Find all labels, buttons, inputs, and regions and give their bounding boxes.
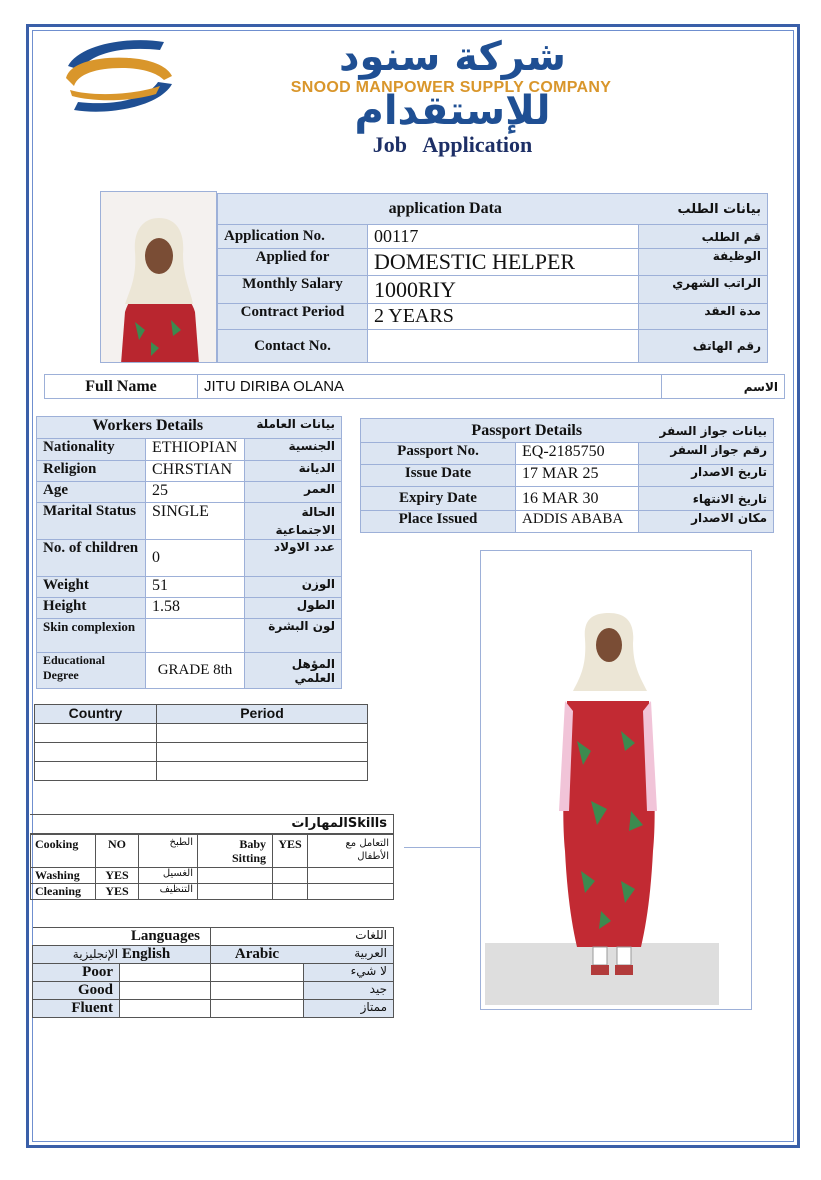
height-label: Height [37, 598, 146, 619]
languages-table [32, 927, 394, 1018]
weight-value: 51 [146, 577, 245, 598]
skills-empty-cell [198, 868, 273, 884]
weight-label-ar: الوزن [245, 577, 342, 598]
skills-empty-cell [308, 884, 394, 900]
passport-no-label: Passport No. [361, 443, 516, 465]
skills-table [30, 834, 394, 900]
education-value: GRADE 8th [146, 653, 245, 689]
height-value: 1.58 [146, 598, 245, 619]
skills-empty-cell [308, 868, 394, 884]
level-cell [120, 964, 211, 982]
full-name-label-ar: الاسم [662, 375, 785, 399]
religion-value: CHRSTIAN [146, 461, 245, 482]
level-cell [120, 982, 211, 1000]
cooking-value: NO [96, 835, 139, 868]
religion-label: Religion [37, 461, 146, 482]
experience-cell [35, 743, 157, 762]
level-fluent-label: Fluent [33, 1000, 120, 1018]
weight-label: Weight [37, 577, 146, 598]
applied-for-value: DOMESTIC HELPER [368, 249, 639, 276]
arabic-header-en: Arabic [211, 946, 304, 964]
expiry-date-label: Expiry Date [361, 487, 516, 511]
english-header [33, 946, 211, 964]
nationality-label-ar: الجنسية [245, 439, 342, 461]
page-title [0, 132, 821, 158]
application-header-en: application Data [218, 194, 639, 225]
level-cell [211, 1000, 304, 1018]
baby-sitting-label-ar: التعامل مع الأطفال [308, 835, 394, 868]
experience-cell [157, 724, 368, 743]
level-cell [211, 982, 304, 1000]
languages-header-ar: اللغات [211, 928, 394, 946]
cleaning-label: Cleaning [31, 884, 96, 900]
full-name-value: JITU DIRIBA OLANA [198, 375, 662, 399]
expiry-date-value: 16 MAR 30 [516, 487, 639, 511]
nationality-label: Nationality [37, 439, 146, 461]
issue-date-label: Issue Date [361, 465, 516, 487]
workers-details-table [36, 416, 342, 689]
skills-header [30, 814, 394, 834]
age-label-ar: العمر [245, 482, 342, 503]
passport-no-value: EQ-2185750 [516, 443, 639, 465]
skills-empty-cell [273, 884, 308, 900]
application-no-label: Application No. [218, 225, 368, 249]
passport-no-label-ar: رقم جواز السفر [639, 443, 774, 465]
skills-empty-cell [198, 884, 273, 900]
workers-header-en: Workers Details [37, 417, 245, 439]
full-name-label: Full Name [45, 375, 198, 399]
washing-value: YES [96, 868, 139, 884]
skin-complexion-value [146, 619, 245, 653]
company-logo-icon [60, 36, 178, 116]
applied-for-label-ar: الوظيفة [639, 249, 768, 276]
contact-no-label-ar: رقم الهاتف [639, 330, 768, 363]
place-issued-label: Place Issued [361, 511, 516, 533]
experience-cell [35, 762, 157, 781]
washing-label: Washing [31, 868, 96, 884]
portrait-figure-icon [101, 192, 217, 363]
passport-details-table [360, 418, 774, 533]
issue-date-value: 17 MAR 25 [516, 465, 639, 487]
full-figure-icon [481, 551, 752, 1010]
passport-header-ar: بيانات جواز السفر [639, 419, 774, 443]
page-title-text: Job Application [372, 132, 533, 157]
english-header-en: English [121, 946, 171, 962]
experience-table [34, 704, 368, 781]
arabic-header-ar: العربية [303, 946, 394, 964]
monthly-salary-label-ar: الراتب الشهري [639, 276, 768, 304]
languages-header-en: Languages [33, 928, 211, 946]
skills-header-ar: المهارات [291, 816, 348, 831]
level-fluent-label-ar: ممتاز [303, 1000, 394, 1018]
level-cell [120, 1000, 211, 1018]
marital-status-label-ar: الحالة الاجتماعية [245, 503, 342, 540]
level-good-label-ar: جيد [303, 982, 394, 1000]
children-label: No. of children [37, 540, 146, 577]
skills-empty-cell [273, 868, 308, 884]
applicant-photo-full [480, 550, 752, 1010]
expiry-date-label-ar: تاريخ الانتهاء [639, 487, 774, 511]
washing-label-ar: الغسيل [139, 868, 198, 884]
height-label-ar: الطول [245, 598, 342, 619]
contact-no-value [368, 330, 639, 363]
applied-for-label: Applied for [218, 249, 368, 276]
experience-cell [157, 743, 368, 762]
education-label-ar: المؤهل العلمي [245, 653, 342, 689]
level-poor-label-ar: لا شيء [303, 964, 394, 982]
cooking-label-ar: الطبخ [139, 835, 198, 868]
company-name-english: SNOOD MANPOWER SUPPLY COMPANY [290, 79, 612, 96]
children-label-ar: عدد الاولاد [245, 540, 342, 577]
cleaning-label-ar: التنظيف [139, 884, 198, 900]
photo-connector-line [404, 847, 481, 848]
baby-sitting-value: YES [273, 835, 308, 868]
application-no-value: 00117 [368, 225, 639, 249]
skills-header-title [291, 816, 387, 831]
workers-header-ar: بيانات العاملة [245, 417, 342, 439]
baby-sitting-label: Baby Sitting [198, 835, 273, 868]
application-no-label-ar: قم الطلب [639, 225, 768, 249]
passport-header-en: Passport Details [361, 419, 639, 443]
skin-complexion-label-ar: لون البشرة [245, 619, 342, 653]
age-value: 25 [146, 482, 245, 503]
marital-status-label: Marital Status [37, 503, 146, 540]
applicant-photo-portrait [100, 191, 217, 363]
english-header-ar: الإنجليزية [72, 947, 119, 961]
level-good-label: Good [33, 982, 120, 1000]
contract-period-value: 2 YEARS [368, 304, 639, 330]
level-cell [211, 964, 304, 982]
place-issued-value: ADDIS ABABA [516, 511, 639, 533]
application-data-table [217, 193, 768, 363]
contact-no-label: Contact No. [218, 330, 368, 363]
application-header-ar: بيانات الطلب [639, 194, 768, 225]
experience-period-header: Period [157, 705, 368, 724]
children-value: 0 [146, 540, 245, 577]
monthly-salary-label: Monthly Salary [218, 276, 368, 304]
experience-cell [35, 724, 157, 743]
marital-status-value: SINGLE [146, 503, 245, 540]
cleaning-value: YES [96, 884, 139, 900]
education-label: Educational Degree [37, 653, 146, 689]
skills-header-en: Skills [347, 816, 387, 831]
experience-cell [157, 762, 368, 781]
skin-complexion-label: Skin complexion [37, 619, 146, 653]
nationality-value: ETHIOPIAN [146, 439, 245, 461]
issue-date-label-ar: تاريخ الاصدار [639, 465, 774, 487]
age-label: Age [37, 482, 146, 503]
experience-country-header: Country [35, 705, 157, 724]
cooking-label: Cooking [31, 835, 96, 868]
monthly-salary-value: 1000RIY [368, 276, 639, 304]
company-name-arabic: شركة سنود للإستقدام [339, 34, 566, 134]
contract-period-label: Contract Period [218, 304, 368, 330]
contract-period-label-ar: مدة العقد [639, 304, 768, 330]
religion-label-ar: الديانة [245, 461, 342, 482]
level-poor-label: Poor [33, 964, 120, 982]
full-name-table [44, 374, 785, 399]
place-issued-label-ar: مكان الاصدار [639, 511, 774, 533]
